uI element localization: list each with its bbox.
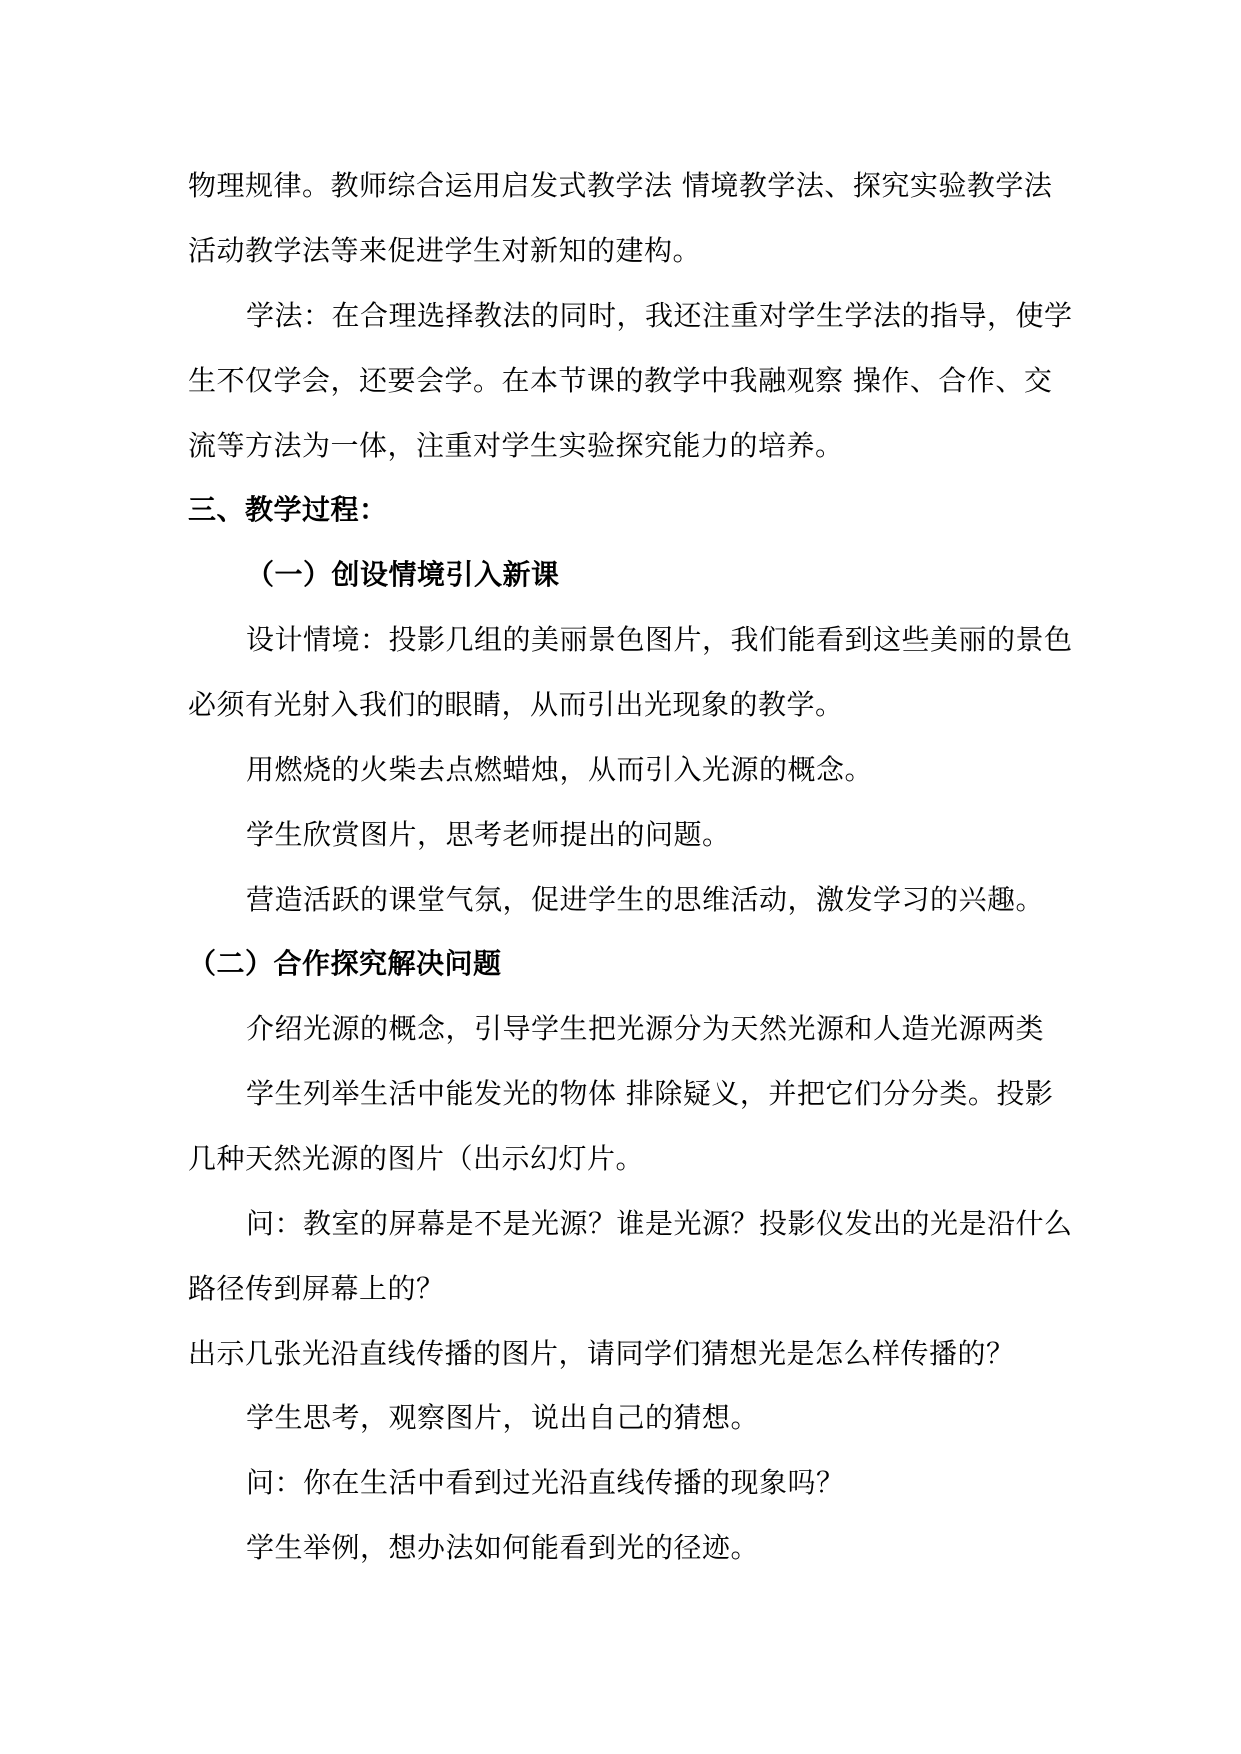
paragraph-line: 路径传到屏幕上的？ — [188, 1272, 445, 1305]
paragraph-line: 用燃烧的火柴去点燃蜡烛，从而引入光源的概念。 — [246, 753, 874, 786]
paragraph-line: 生不仅学会，还要会学。在本节课的教学中我融观察 操作、合作、交 — [188, 364, 1053, 397]
paragraph-line: 学生举例，想办法如何能看到光的径迹。 — [246, 1531, 760, 1564]
paragraph-line: 物理规律。教师综合运用启发式教学法 情境教学法、探究实验教学法 — [188, 169, 1053, 202]
subsection-heading: （一）创设情境引入新课 — [246, 558, 560, 591]
paragraph-line: 问：你在生活中看到过光沿直线传播的现象吗？ — [246, 1466, 845, 1499]
paragraph-line: 介绍光源的概念，引导学生把光源分为天然光源和人造光源两类 — [246, 1012, 1045, 1045]
subsection-heading: （二）合作探究解决问题 — [188, 947, 502, 980]
paragraph-line: 流等方法为一体，注重对学生实验探究能力的培养。 — [188, 429, 844, 462]
paragraph-line: 营造活跃的课堂气氛，促进学生的思维活动，激发学习的兴趣。 — [246, 883, 1045, 916]
paragraph-line: 设计情境：投影几组的美丽景色图片，我们能看到这些美丽的景色 — [246, 623, 1073, 656]
paragraph-line: 学生欣赏图片，思考老师提出的问题。 — [246, 818, 731, 851]
section-heading: 三、教学过程： — [188, 493, 388, 526]
paragraph-line: 活动教学法等来促进学生对新知的建构。 — [188, 234, 702, 267]
paragraph-line: 问：教室的屏幕是不是光源？谁是光源？投影仪发出的光是沿什么 — [246, 1207, 1073, 1240]
paragraph-line: 学生思考，观察图片，说出自己的猜想。 — [246, 1401, 760, 1434]
paragraph-line: 学生列举生活中能发光的物体 排除疑义，并把它们分分类。投影 — [246, 1077, 1054, 1110]
paragraph-line: 学法：在合理选择教法的同时，我还注重对学生学法的指导，使学 — [246, 299, 1073, 332]
paragraph-line: 出示几张光沿直线传播的图片，请同学们猜想光是怎么样传播的？ — [188, 1337, 1015, 1370]
paragraph-line: 几种天然光源的图片（出示幻灯片。 — [188, 1142, 645, 1175]
paragraph-line: 必须有光射入我们的眼睛，从而引出光现象的教学。 — [188, 688, 844, 721]
